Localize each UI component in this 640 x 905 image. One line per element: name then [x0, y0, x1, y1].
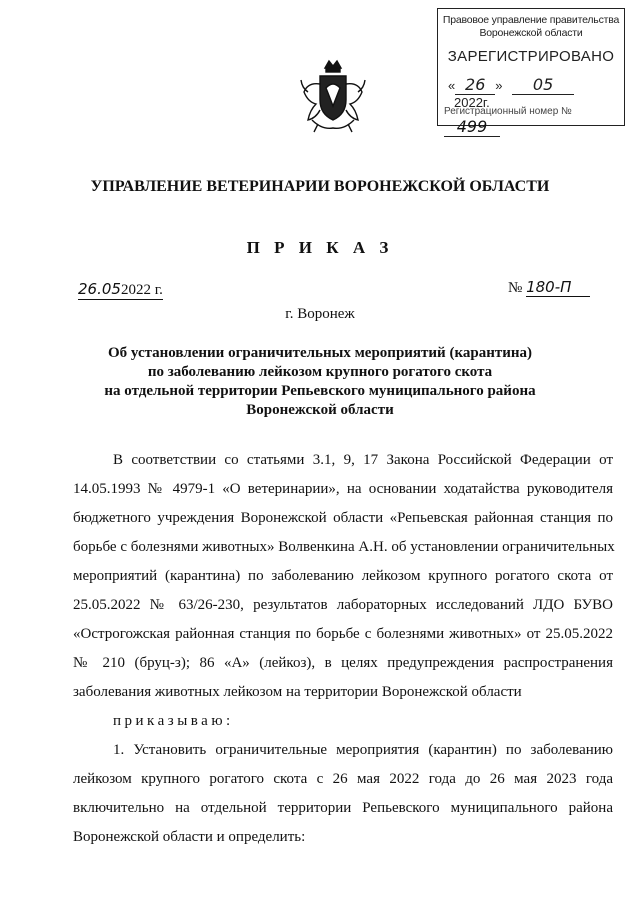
- body-line: борьбе с болезнями животных» Волвенкина А.Н. об установлении ограничительных: [73, 539, 615, 555]
- order-number-handwritten: 180-П: [526, 278, 590, 297]
- body-line: бюджетного учреждения Воронежской области «Репьевская районная станция по: [73, 510, 613, 526]
- stamp-org-line2: Воронежской области: [479, 27, 583, 39]
- registration-stamp: [437, 8, 625, 136]
- body-line: 1. Установить ограничительные мероприятия (карантин) по заболеванию: [113, 742, 613, 758]
- stamp-reg-number-value: 499: [444, 117, 500, 137]
- body-line: заболевания животных лейкозом на территории Воронежской области: [73, 684, 522, 700]
- subject-line: Об установлении ограничительных мероприятий (карантина): [107, 345, 532, 361]
- subject-line: по заболеванию лейкозом крупного рогатого скота: [147, 364, 493, 380]
- body-line: включительно на отдельной территории Репьевского муниципального района: [73, 800, 613, 816]
- body-line: 14.05.1993 № 4979-1 «О ветеринарии», на основании ходатайства руководителя: [73, 481, 613, 497]
- stamp-reg-number: [444, 106, 622, 136]
- preamble-paragraph: [73, 446, 613, 707]
- stamp-date: « 26 » 05 2022г.: [448, 75, 618, 95]
- order-subject: [90, 344, 550, 420]
- item-1-paragraph: [73, 736, 613, 852]
- body-line: лейкозом крупного рогатого скота с 26 мая 2022 года до 26 мая 2023 года: [73, 771, 613, 787]
- stamp-reg-number-label: Регистрационный номер №: [444, 106, 572, 117]
- stamp-date-month: 05: [512, 75, 574, 95]
- body-line: мероприятий (карантина) по заболеванию лейкозом крупного рогатого скота от: [73, 568, 613, 584]
- subject-line: на отдельной территории Репьевского муниципального района: [104, 383, 536, 399]
- order-date-printed: 2022 г.: [120, 282, 163, 298]
- document-type-heading: П Р И К А З: [246, 238, 394, 257]
- body-line: «Острогожская районная станция по борьбе с болезнями животных» от 25.05.2022: [73, 626, 613, 642]
- order-date-handwritten: 26.05: [78, 280, 121, 298]
- body-line: № 210 (бруц-з); 86 «А» (лейкоз), в целях предупреждения распространения: [73, 655, 613, 671]
- stamp-registered-label: ЗАРЕГИСТРИРОВАНО: [447, 48, 615, 65]
- organization-heading: УПРАВЛЕНИЕ ВЕТЕРИНАРИИ ВОРОНЕЖСКОЙ ОБЛАСТИ: [90, 178, 550, 195]
- stamp-date-year: 2022: [454, 95, 483, 110]
- stamp-organization: [438, 14, 624, 40]
- city-line: г. Воронеж: [285, 306, 355, 322]
- order-number-label: №: [508, 280, 523, 296]
- order-date-underline: [78, 280, 163, 300]
- order-number: [508, 278, 590, 297]
- body-line: В соответствии со статьями 3.1, 9, 17 Закона Российской Федерации от: [113, 452, 613, 468]
- subject-line: Воронежской области: [246, 402, 394, 418]
- stamp-org-line1: Правовое управление правительства: [442, 14, 620, 26]
- order-date: [78, 280, 163, 300]
- body-line: 25.05.2022 № 63/26-230, результатов лабораторных исследований ЛДО БУВО: [73, 597, 613, 613]
- stamp-date-day: 26: [455, 75, 495, 95]
- body-line: Воронежской области и определить:: [73, 829, 306, 845]
- order-body: [73, 446, 613, 852]
- stamp-date-year-suffix: г.: [482, 95, 490, 110]
- coat-of-arms-icon: [298, 58, 368, 134]
- order-directive-word: приказываю:: [113, 713, 234, 729]
